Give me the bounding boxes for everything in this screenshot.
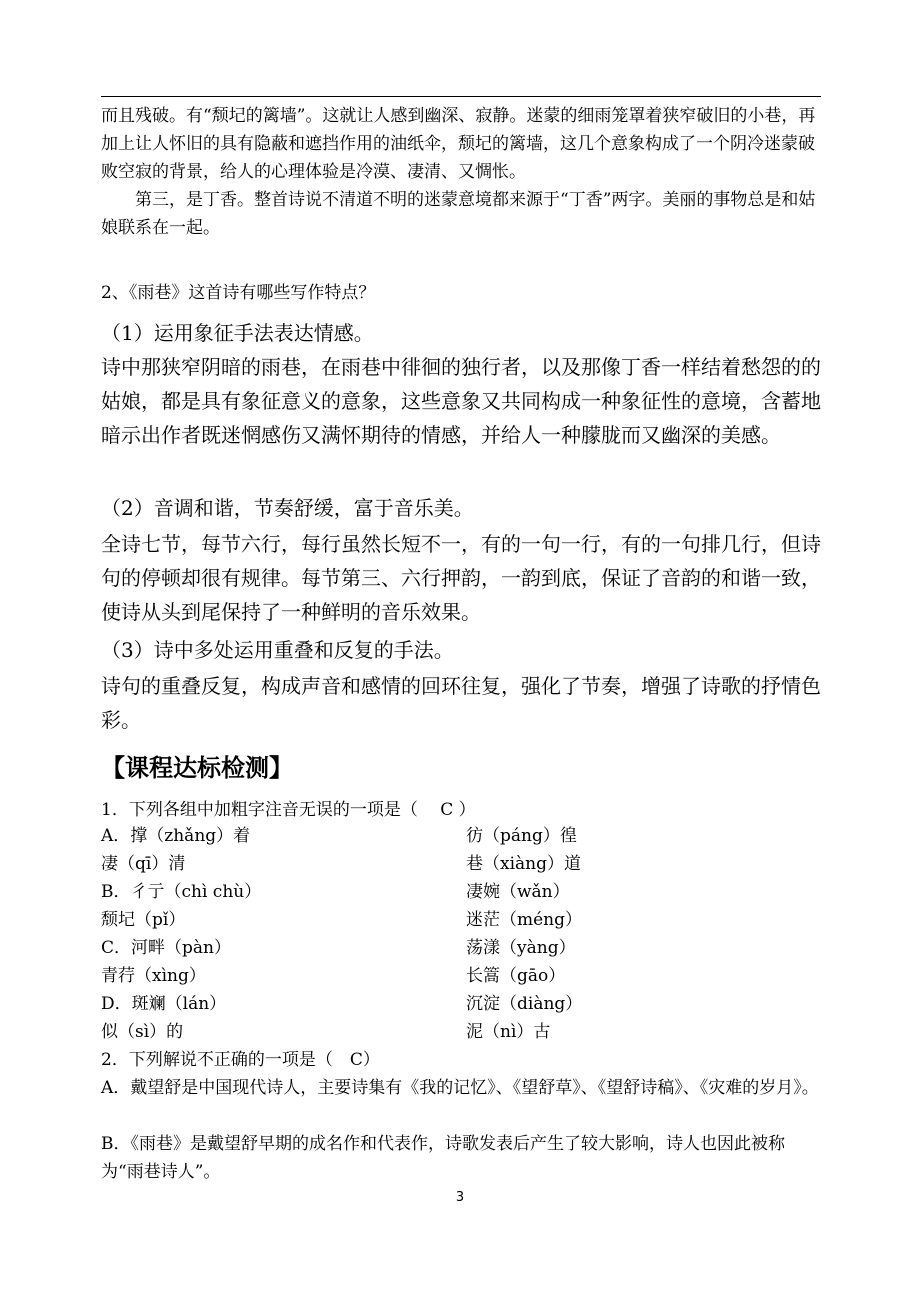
quiz-q1-option: 颓圮（pǐ）: [101, 910, 186, 930]
question-2-title: 2、《雨巷》这首诗有哪些写作特点？: [101, 283, 376, 303]
point-1-heading: （1）运用象征手法表达情感。: [101, 321, 374, 345]
quiz-q1-option: 泥（nì）古: [466, 1022, 551, 1042]
paragraph-dingxiang: 第三，是丁香。整首诗说不清道不明的迷蒙意境都来源于“丁香”两字。美丽的事物总是和姑娘联系在一起。: [101, 190, 816, 238]
quiz-q1-option: 长篙（gāo）: [466, 966, 566, 986]
quiz-q1-option: D．斑斓（lán）: [101, 994, 227, 1014]
quiz-q1-option: 彷（páng）徨: [466, 826, 577, 846]
quiz-q1-option: 巷（xiàng）道: [466, 854, 581, 874]
quiz-q1-option: 凄婉（wǎn）: [466, 882, 570, 902]
page-number: 3: [455, 1190, 465, 1205]
header-rule: [101, 96, 821, 97]
quiz-q1-stem: 1．下列各组中加粗字注音无误的一项是（ C ）: [101, 800, 476, 820]
quiz-q1-option: 似（sì）的: [101, 1022, 184, 1042]
section-heading: 【课程达标检测】: [101, 754, 293, 782]
quiz-q1-option: B．彳亍（chì chù）: [101, 882, 262, 902]
point-3-body: 诗句的重叠反复，构成声音和感情的回环往复，强化了节奏，增强了诗歌的抒情色彩。: [101, 674, 821, 732]
quiz-q2-option-a: A．戴望舒是中国现代诗人，主要诗集有《我的记忆》、《望舒草》、《望舒诗稿》、《灾难的岁月》。: [101, 1078, 819, 1098]
quiz-q1-option: 荡漾（yàng）: [466, 938, 576, 958]
quiz-q2-stem: 2．下列解说不正确的一项是（ C）: [101, 1050, 380, 1070]
quiz-q1-option: 凄（qī）清: [101, 854, 186, 874]
quiz-q1-option: 青荇（xìng）: [101, 966, 206, 986]
quiz-q1-option: 迷茫（méng）: [466, 910, 583, 930]
point-2-body: 全诗七节，每节六行，每行虽然长短不一，有的一句一行，有的一句排几行，但诗句的停顿却很有规律。每节第三、六行押韵，一韵到底，保证了音韵的和谐一致，使诗从头到尾保持了一种鲜明的音乐效果。: [101, 532, 821, 624]
paragraph-continued: 而且残破。有“颓圮的篱墙”。这就让人感到幽深、寂静。迷蒙的细雨笼罩着狭窄破旧的小巷，再加上让人怀旧的具有隐蔽和遮挡作用的油纸伞，颓圮的篱墙，这几个意象构成了一个阴冷迷蒙破败空寂的背景，给人的心理体验是冷漠、凄清、又惆怅。: [101, 106, 816, 182]
quiz-q1-option: C．河畔（pàn）: [101, 938, 231, 958]
point-2-heading: （2）音调和谐，节奏舒缓，富于音乐美。: [101, 496, 474, 520]
point-1-body: 诗中那狭窄阴暗的雨巷，在雨巷中徘徊的独行者，以及那像丁香一样结着愁怨的的姑娘，都是具有象征意义的意象，这些意象又共同构成一种象征性的意境，含蓄地暗示出作者既迷惘感伤又满怀期待的情感，并给人一种朦胧而又幽深的美感。: [101, 355, 821, 447]
quiz-q1-option: 沉淀（diàng）: [466, 994, 583, 1014]
point-3-heading: （3）诗中多处运用重叠和反复的手法。: [101, 638, 454, 662]
quiz-q1-option: A．撑（zhǎng）着: [101, 826, 251, 846]
quiz-q2-option-b: B．《雨巷》是戴望舒早期的成名作和代表作，诗歌发表后产生了较大影响，诗人也因此被称为“雨巷诗人”。: [101, 1134, 785, 1182]
